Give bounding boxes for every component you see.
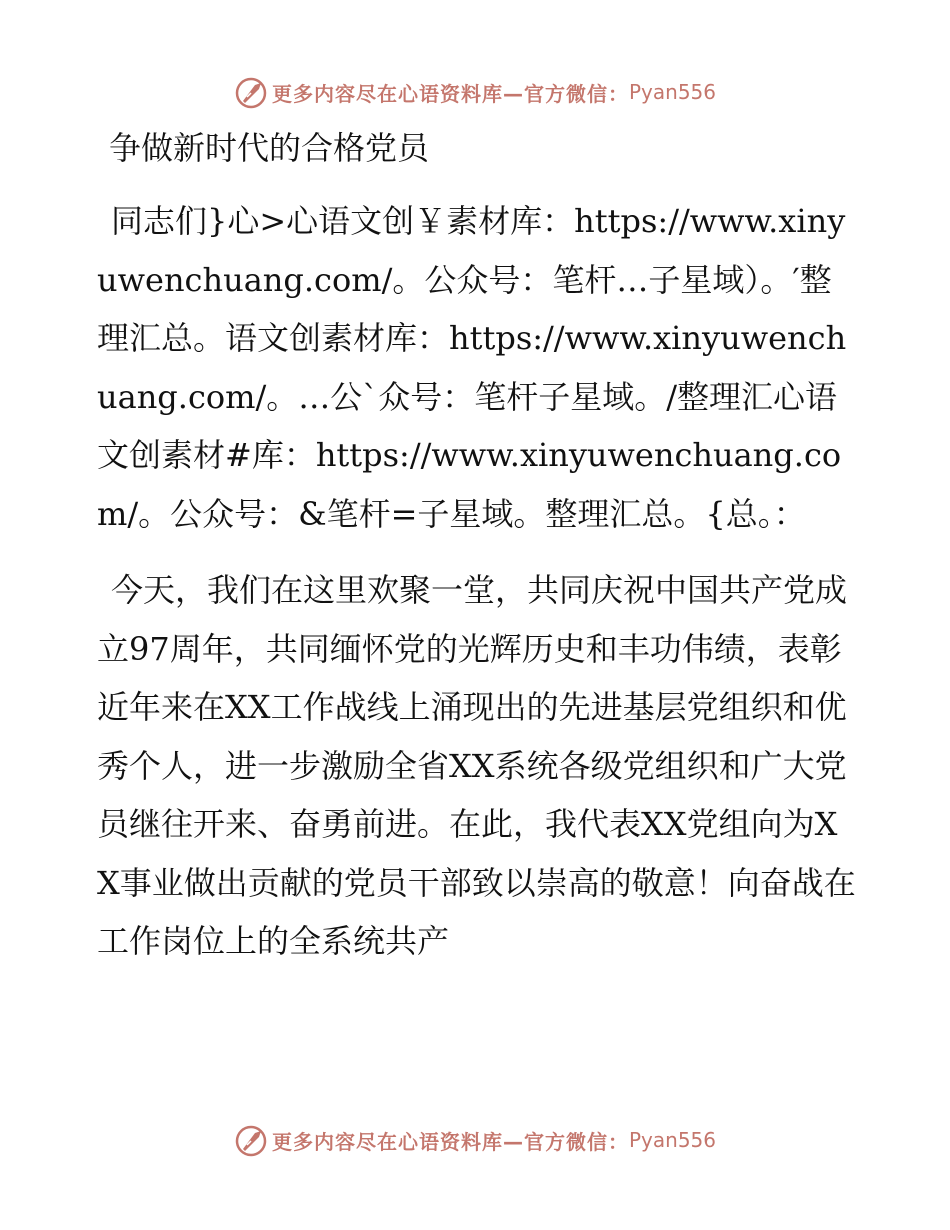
footer-banner-text: 更多内容尽在心语资料库—官方微信： bbox=[271, 1129, 629, 1154]
pen-nib-logo-icon bbox=[234, 75, 268, 109]
pen-nib-logo-icon bbox=[234, 1123, 268, 1157]
document-body bbox=[97, 120, 857, 971]
header-banner-text: 更多内容尽在心语资料库—官方微信： bbox=[271, 81, 629, 106]
footer-watermark-banner bbox=[0, 1120, 950, 1160]
document-title: 争做新时代的合格党员 bbox=[109, 129, 430, 167]
paragraph-1: 同志们}心>心语文创￥素材库：https://www.xinyuwenchuang.com/。公众号：笔杆…子星域）。′整理汇总。语文创素材库：https://www.xinyuwenchuang.com/。…公`众号：笔杆子星域。/整理汇心语文创素材#库：https://www.xinyuwenchuang.com/。公众号：&笔杆=子星域。整理汇总。{总。： bbox=[97, 202, 847, 533]
paragraph-2: 今天，我们在这里欢聚一堂，共同庆祝中国共产党成立97周年，共同缅怀党的光辉历史和丰功伟绩，表彰近年来在XX工作战线上涌现出的先进基层党组织和优秀个人，进一步激励全省XX系统各级党组织和广大党员继往开来、奋勇前进。在此，我代表XX党组向为XX事业做出贡献的党员干部致以崇高的敬意！向奋战在工作岗位上的全系统共产 bbox=[97, 571, 856, 960]
header-banner-wechat-id: Pyan556 bbox=[628, 80, 716, 104]
footer-banner-wechat-id: Pyan556 bbox=[628, 1128, 716, 1152]
header-watermark-banner bbox=[0, 72, 950, 112]
